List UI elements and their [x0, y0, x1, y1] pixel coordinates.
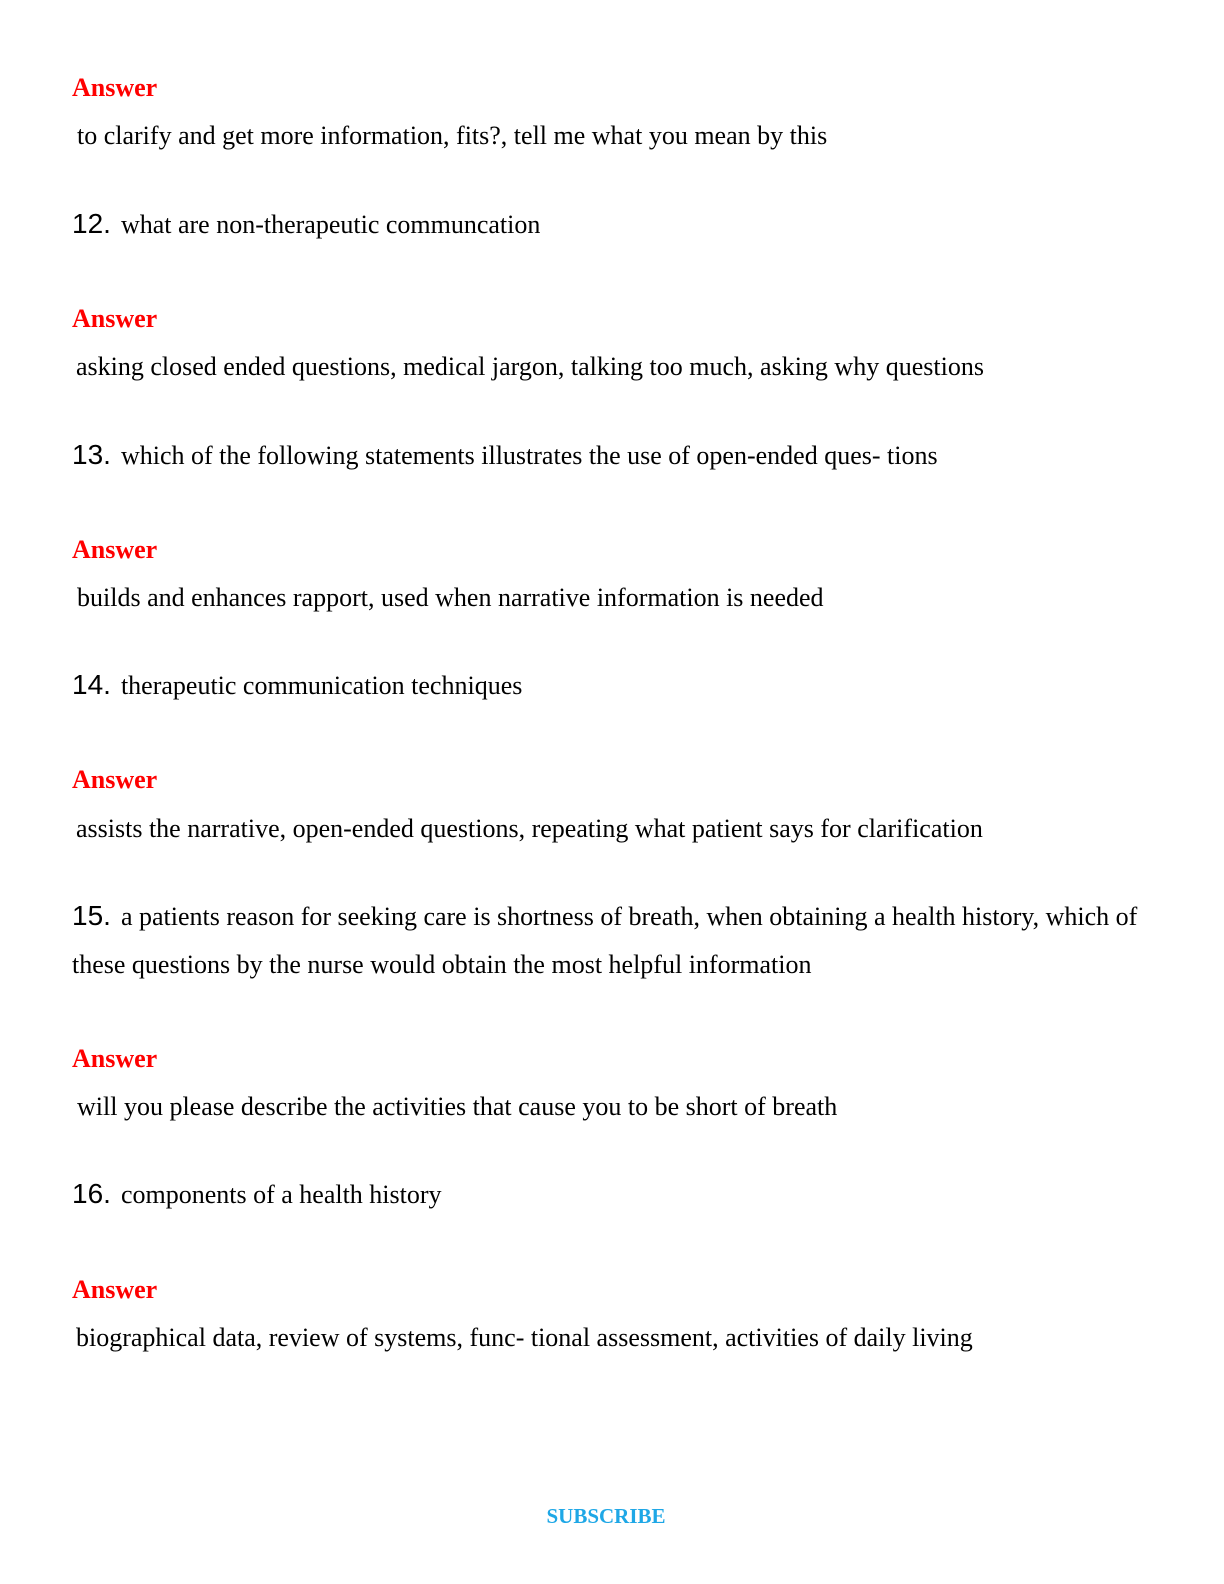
question-number: 16.	[72, 1178, 111, 1209]
answer-label: Answer	[72, 1044, 158, 1073]
question-12	[72, 200, 1162, 249]
question-text: components of a health history	[120, 1180, 442, 1209]
answer-text: asking closed ended questions, medical jargon, talking too much, asking why questions	[76, 352, 984, 381]
subscribe-link[interactable]: SUBSCRIBE	[546, 1504, 666, 1528]
question-text: therapeutic communication techniques	[120, 671, 523, 700]
question-text: what are non-therapeutic communcation	[120, 210, 541, 239]
answer-label: Answer	[72, 765, 158, 794]
question-14	[72, 661, 1162, 710]
answer-text: assists the narrative, open-ended questions, repeating what patient says for clarification	[76, 814, 983, 843]
answer-text: will you please describe the activities that cause you to be short of breath	[77, 1092, 838, 1121]
answer-label: Answer	[72, 535, 158, 564]
answer-label: Answer	[72, 304, 158, 333]
question-number: 15.	[72, 900, 111, 931]
question-15	[72, 892, 1162, 989]
question-text: which of the following statements illustrates the use of open-ended ques- tions	[120, 441, 938, 470]
question-number: 12.	[72, 208, 111, 239]
question-number: 14.	[72, 669, 111, 700]
answer-label: Answer	[72, 73, 158, 102]
answer-text: builds and enhances rapport, used when narrative information is needed	[77, 583, 824, 612]
question-16	[72, 1170, 1162, 1219]
question-13	[72, 431, 1162, 480]
answer-text: to clarify and get more information, fits?, tell me what you mean by this	[77, 121, 828, 150]
answer-text: biographical data, review of systems, func- tional assessment, activities of daily living	[76, 1323, 973, 1352]
answer-label: Answer	[72, 1275, 158, 1304]
question-number: 13.	[72, 439, 111, 470]
question-text: a patients reason for seeking care is shortness of breath, when obtaining a health history, which of these questions by the nurse would obtain the most helpful information	[72, 902, 1138, 979]
